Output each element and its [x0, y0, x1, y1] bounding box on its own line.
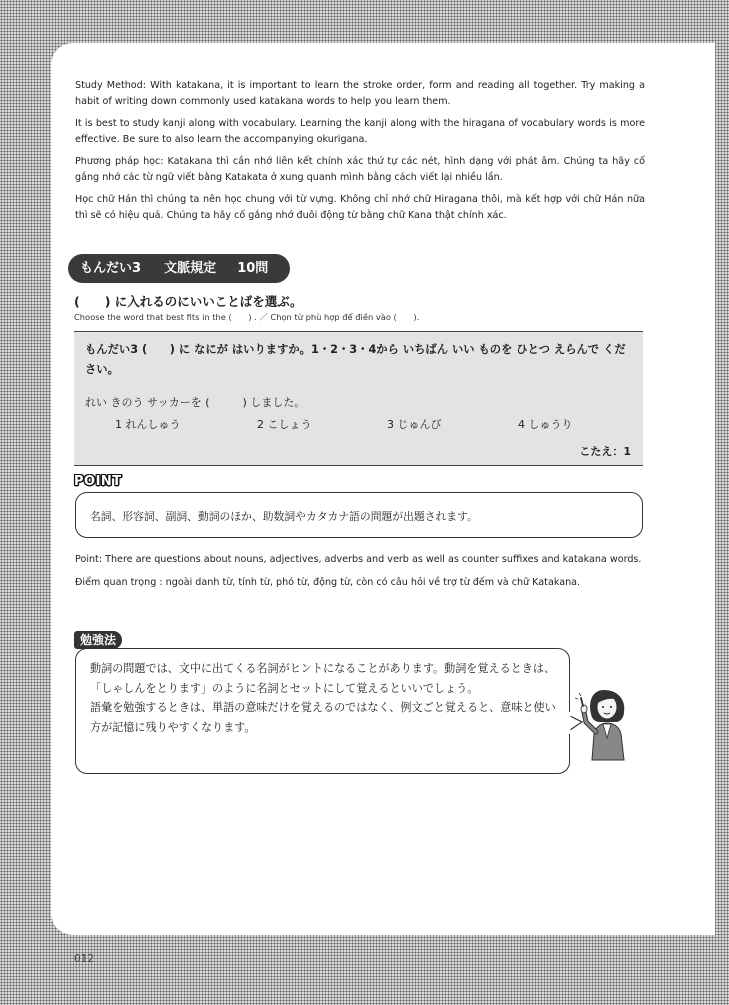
section-count-ruby: もん	[256, 243, 269, 250]
study-method-box	[75, 648, 570, 774]
point-note-vi: Điểm quan trọng : ngoài danh từ, tính từ, phó từ, động từ, còn có câu hỏi về trợ từ đếm và chữ Katakana.	[75, 576, 581, 588]
answer: こたえ：1	[579, 445, 631, 458]
teacher-illustration	[566, 682, 646, 762]
question-title: もんだい3 ( ) に なにが はいりますか。1・2・3・4から いちばん いい ものを ひとつ えらんで ください。	[85, 343, 626, 376]
instruction-main: ( ) に入れるのにいいことばを選ぶ。	[74, 294, 303, 309]
ruby-myaku: みゃく	[178, 243, 197, 250]
choice-4: 4 しゅうり	[518, 418, 573, 431]
intro-en-katakana: Study Method: With katakana, it is important to learn the stroke order, form and reading all together. Try making a habit of writing down commonly used katakana words to help you learn them.	[75, 80, 645, 107]
study-text-verbs: 動詞の問題では、文中に出てくる名詞がヒントになることがあります。動詞を覚えるときは、「しゃしんをとります」のように名詞とセットにして覚えるといいでしょう。	[90, 662, 556, 695]
section-label: もんだい3	[80, 261, 142, 276]
choice-1: 1 れんしゅう	[115, 418, 181, 431]
point-tag: POINT	[74, 474, 122, 489]
point-note-en: Point: There are questions about nouns, adjectives, adverbs and verb as well as counter suffixes and katakana words.	[75, 554, 642, 565]
section-count: もん 10問	[237, 243, 269, 276]
ruby-bun: ぶん	[164, 243, 177, 250]
point-text: 名詞、形容詞、副詞、動詞のほか、助数詞やカタカナ語の問題が出題されます。	[90, 510, 478, 523]
point-box	[75, 492, 643, 538]
study-method-tag: 勉強法	[74, 631, 122, 649]
ruby-tei: てい	[205, 243, 218, 250]
section-title-ruby	[164, 243, 218, 251]
instruction-sub: Choose the word that best fits in the ( ) . ／ Chọn từ phù hợp để điền vào ( ).	[74, 312, 420, 322]
question-box	[74, 331, 643, 466]
intro-en-kanji: It is best to study kanji along with vocabulary. Learning the kanji along with the hiragana of vocabulary words is more effective. Be sure to also learn the accompanying okurigana.	[75, 118, 645, 145]
intro-vi-kanji: Học chữ Hán thì chúng ta nên học chung với từ vựng. Không chỉ nhớ chữ Hiragana thôi, mà kết hợp với chữ Hán nữa thì sẽ có hiệu quả. Chúng ta hãy cố gắng nhớ đuôi động từ bằng chữ Kana thật chính xác.	[75, 194, 645, 221]
study-method-intro	[75, 78, 645, 230]
example-sentence: れい きのう サッカーを ( ) しました。	[85, 396, 306, 409]
choice-2: 2 こしょう	[257, 418, 312, 431]
intro-vi-katakana: Phương pháp học: Katakana thì cần nhớ liên kết chính xác thứ tự các nét, hình dạng với phát âm. Chúng ta hãy cố gắng nhớ các từ ngữ viết bằng Katakata ở xung quanh mình bằng cách viết lại nhiều lần.	[75, 156, 645, 183]
point-translations	[75, 552, 645, 597]
study-method-text	[90, 659, 560, 737]
page-number: 012	[74, 953, 95, 965]
section-header	[68, 243, 290, 283]
choice-3: 3 じゅんび	[387, 418, 442, 431]
study-text-vocab: 語彙を勉強するときは、単語の意味だけを覚えるのではなく、例文ごと覚えると、意味と使い方が記憶に残りやすくなります。	[90, 701, 556, 734]
section-title: ぶん みゃく き てい 文脈規定	[164, 243, 218, 276]
ruby-ki: き	[197, 243, 204, 250]
